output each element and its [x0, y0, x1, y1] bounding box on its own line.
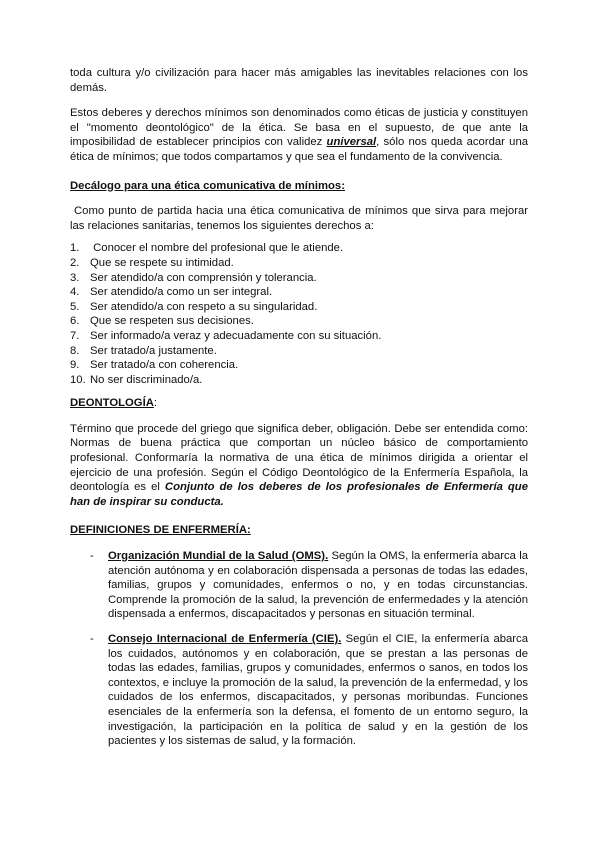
universal-emphasis: universal: [326, 136, 377, 149]
deontologia-heading-line: [70, 396, 528, 411]
item-number: 9.: [70, 359, 80, 372]
definition-item-oms: [70, 549, 528, 622]
list-item: [70, 271, 528, 286]
definition-text: Según la OMS, la enfermería abarca la atención autónoma y en colaboración dispensada a personas de todas las edades, familias, grupos y comunidades, enfermos o no, y en todas circunstancias. Comprende la promoción de la salud, la prevención de enfermedades y la atención dispensada a enfermos, discapacitados y personas en situación terminal.: [108, 550, 529, 621]
list-item: [70, 241, 528, 256]
definition-body: [108, 632, 528, 749]
item-number: 10.: [70, 373, 86, 386]
intro-paragraph-2: [70, 106, 528, 164]
definition-text: Según el CIE, la enfermería abarca los cuidados, autónomos y en colaboración, que se prestan a las personas de todas las edades, familias, grupos y comunidades, enfermos o sanos, en todos los contextos, e incluye la promoción de la salud, la prevención de la enfermedad, y los cuidados de los enfermos, discapacitados, y personas moribundas. Funciones esenciales de la enfermería son la defensa, el fomento de un entorno seguro, la investigación, la participación en la política de salud y en la gestión de los pacientes y los sistemas de salud, y la formación.: [108, 633, 528, 748]
item-number: 7.: [70, 329, 80, 342]
intro-p2-after: , sólo nos queda acordar una ética de mínimos; que todos compartamos y que sea el fundamento de la convivencia.: [70, 136, 529, 163]
item-text: Ser atendido/a como un ser integral.: [90, 286, 273, 299]
item-number: 5.: [70, 300, 80, 313]
deontologia-text: Término que procede del griego que significa deber, obligación. Debe ser entendida como: Normas de buena práctica que comportan un núcleo básico de comportamiento profesional. Conformaría la normativa de una ética de mínimos dirigida a orientar el ejercicio de una profesión. Según el Código Deontológico de la Enfermería Española, la deontología es el: [70, 422, 528, 494]
item-number: 6.: [70, 315, 80, 328]
item-number: 4.: [70, 286, 80, 299]
heading-colon: :: [153, 397, 158, 410]
decalogo-intro: Como punto de partida hacia una ética comunicativa de mínimos que sirva para mejorar las relaciones sanitarias, tenemos los siguientes derechos a:: [70, 205, 528, 232]
item-text: Ser informado/a veraz y adecuadamente con su situación.: [90, 329, 382, 342]
list-item: [70, 300, 528, 315]
deontologia-emphasis: Conjunto de los deberes de los profesionales de Enfermería que han de inspirar su conducta.: [70, 481, 528, 508]
list-item: [70, 358, 528, 373]
item-number: 1.: [70, 242, 80, 255]
definition-body: [108, 549, 528, 622]
document-page: [70, 66, 528, 749]
decalogo-list: [70, 241, 528, 387]
list-item: [70, 314, 528, 329]
item-text: Conocer el nombre del profesional que le atiende.: [90, 242, 344, 255]
list-item: [70, 329, 528, 344]
definition-title: Organización Mundial de la Salud (OMS).: [108, 550, 329, 563]
intro-p2-before: Estos deberes y derechos mínimos son denominados como éticas de justicia y constituyen el "momento deontológico" de la ética. Se basa en el supuesto, de que ante la imposibilidad de establecer principios con validez: [70, 107, 528, 149]
item-text: Ser atendido/a con respeto a su singularidad.: [90, 300, 318, 313]
deontologia-paragraph: [70, 422, 528, 510]
item-text: Que se respete su intimidad.: [90, 256, 234, 269]
item-text: Ser tratado/a con coherencia.: [90, 359, 239, 372]
item-text: No ser discriminado/a.: [90, 373, 203, 386]
decalogo-heading: Decálogo para una ética comunicativa de mínimos:: [70, 179, 345, 192]
item-text: Ser tratado/a justamente.: [90, 344, 217, 357]
item-number: 8.: [70, 344, 80, 357]
definition-title: Consejo Internacional de Enfermería (CIE).: [108, 633, 342, 645]
item-text: Ser atendido/a con comprensión y tolerancia.: [90, 271, 317, 284]
item-number: 2.: [70, 256, 80, 269]
definition-item-cie: [70, 632, 528, 749]
intro-paragraph-1: toda cultura y/o civilización para hacer más amigables las inevitables relaciones con los demás.: [70, 67, 528, 94]
list-item: [70, 344, 528, 359]
item-number: 3.: [70, 271, 80, 284]
bullet-dash: -: [90, 550, 94, 563]
list-item: [70, 373, 528, 388]
item-text: Que se respeten sus decisiones.: [90, 315, 254, 328]
list-item: [70, 285, 528, 300]
bullet-dash: -: [90, 633, 94, 645]
list-item: [70, 256, 528, 271]
deontologia-heading: DEONTOLOGÍA: [70, 397, 154, 410]
definiciones-heading: DEFINICIONES DE ENFERMERÍA:: [70, 524, 251, 537]
